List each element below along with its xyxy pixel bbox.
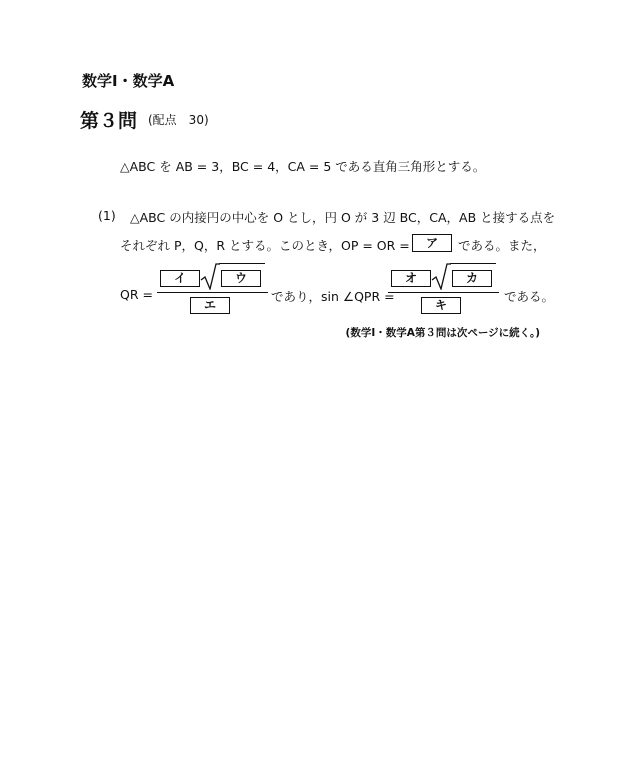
answer-box-o: オ <box>391 270 431 287</box>
answer-box-ki: キ <box>421 297 461 314</box>
question-title: 第３問 <box>80 110 138 132</box>
part1-line2-post: である。また， <box>458 238 546 253</box>
part-number: (1) <box>98 208 116 223</box>
continuation-note: (数学Ⅰ・数学A第３問は次ページに続く。) <box>345 327 540 339</box>
sqrt-sign-icon-2 <box>431 262 451 290</box>
intro-text: △ABC を AB = 3，BC = 4，CA = 5 である直角三角形とする。 <box>120 159 486 174</box>
end-text: である。 <box>504 289 555 304</box>
fraction-bar-qr <box>157 292 268 293</box>
subject-title: 数学Ⅰ・数学A <box>82 72 175 90</box>
answer-box-i: イ <box>160 270 200 287</box>
sqrt-vinculum-2 <box>450 263 496 264</box>
sqrt-sign-icon <box>200 262 220 290</box>
answer-box-e: エ <box>190 297 230 314</box>
mid-text: であり，sin ∠QPR = <box>271 289 395 304</box>
answer-box-a: ア <box>412 234 452 252</box>
answer-box-ka: カ <box>452 270 492 287</box>
sqrt-vinculum <box>219 263 265 264</box>
part1-line1: △ABC の内接円の中心を O とし，円 O が 3 辺 BC，CA，AB と接する点を <box>130 210 556 225</box>
part1-line2-pre: それぞれ P，Q，R とする。このとき，OP = OR = <box>120 238 410 253</box>
answer-box-u: ウ <box>221 270 261 287</box>
points-label: (配点 30) <box>148 113 209 127</box>
qr-label: QR = <box>120 287 153 302</box>
fraction-bar-sin <box>388 292 499 293</box>
